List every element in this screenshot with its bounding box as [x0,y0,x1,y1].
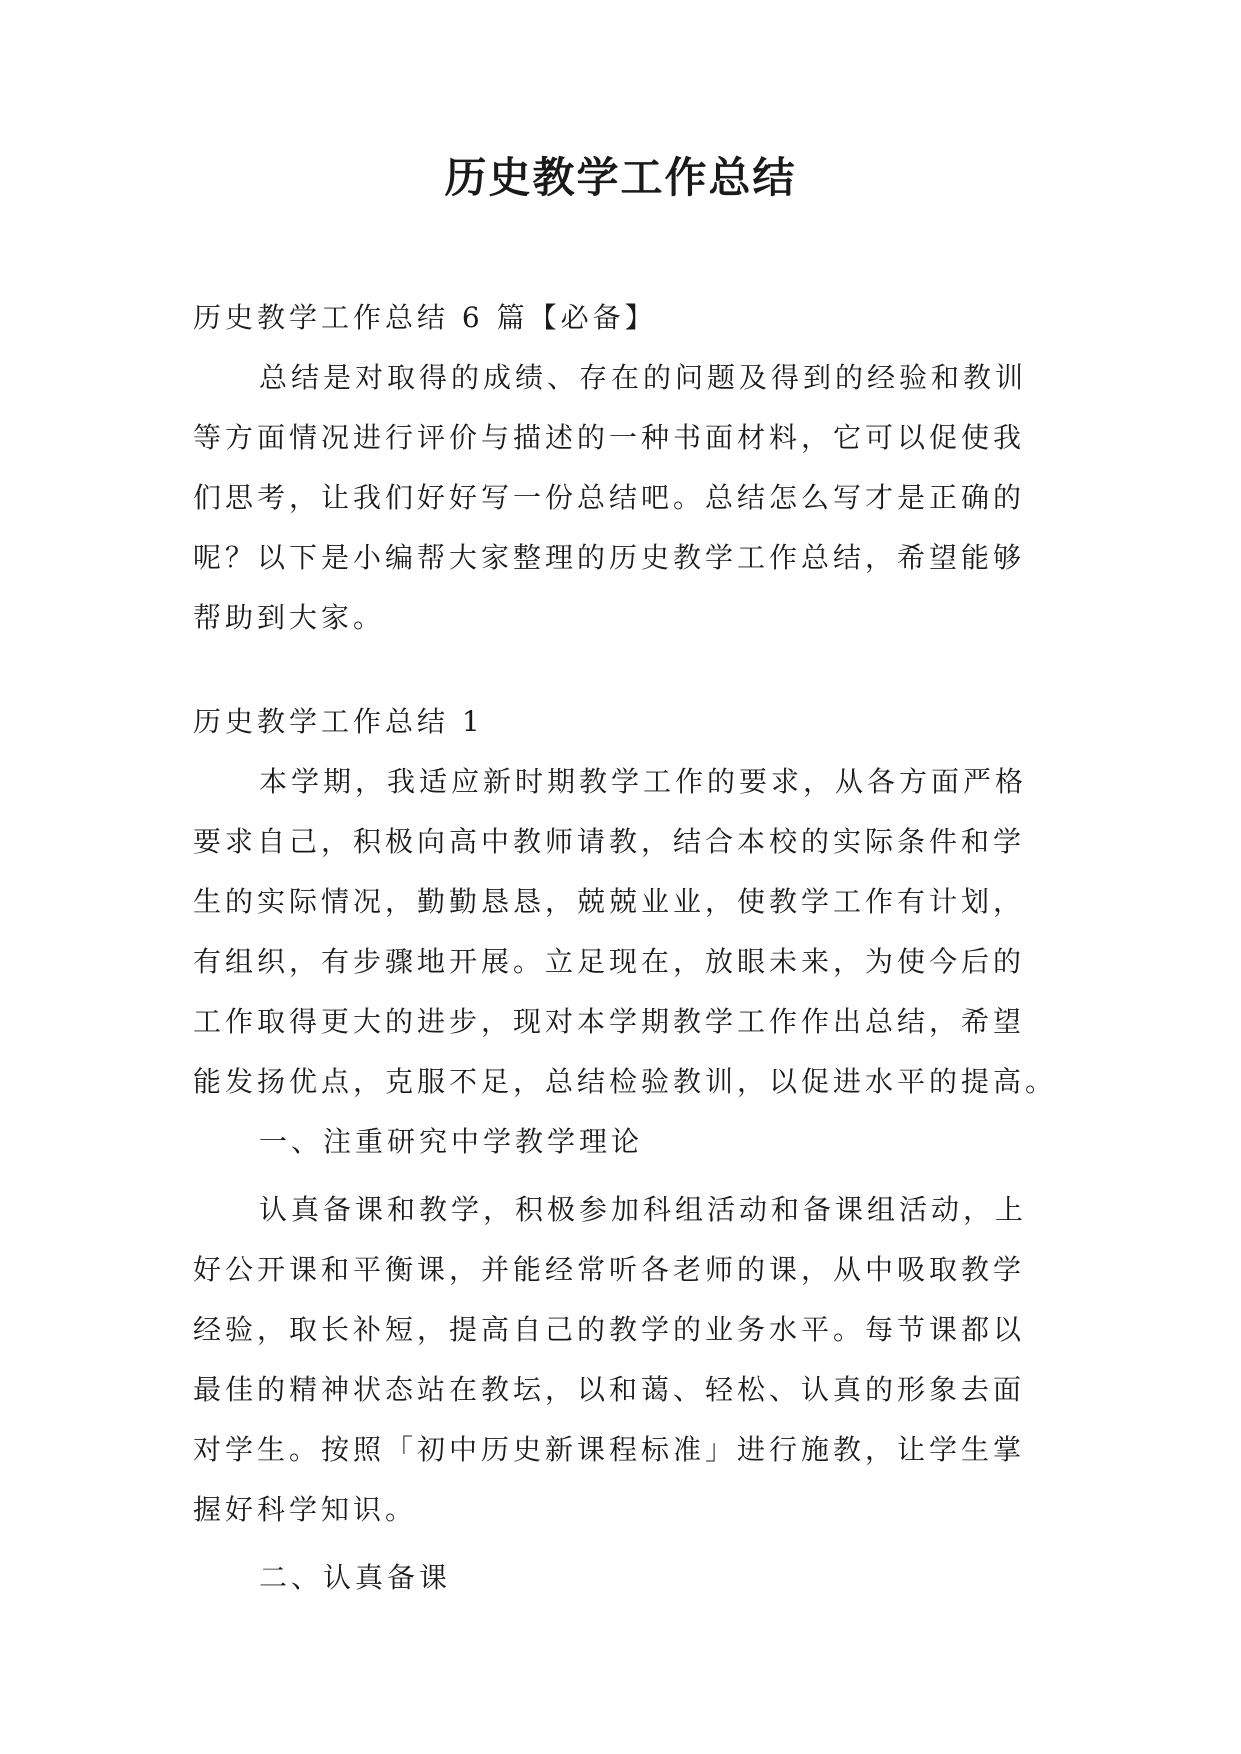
section1-line: 本学期，我适应新时期教学工作的要求，从各方面严格 [259,765,1028,798]
point1-line: 认真备课和教学，积极参加科组活动和备课组活动，上 [259,1193,1028,1226]
point2-heading: 二、认真备课 [259,1561,452,1594]
section1-line: 要求自己，积极向高中教师请教，结合本校的实际条件和学 [193,825,1026,858]
point1-line: 对学生。按照「初中历史新课程标准」进行施教，让学生掌 [193,1433,1026,1466]
point1-heading: 一、注重研究中学教学理论 [259,1125,644,1158]
intro-line: 总结是对取得的成绩、存在的问题及得到的经验和教训 [259,361,1028,394]
point1-line: 经验，取长补短，提高自己的教学的业务水平。每节课都以 [193,1313,1026,1346]
document-body [193,288,1063,1608]
intro-paragraph [193,348,1063,648]
section1-line: 能发扬优点，克服不足，总结检验教训，以促进水平的提高。 [193,1065,1058,1098]
point-spacer [193,1540,1063,1548]
point1-line: 最佳的精神状态站在教坛，以和蔼、轻松、认真的形象去面 [193,1373,1026,1406]
point-spacer [193,1172,1063,1180]
section1-paragraph [193,752,1063,1112]
section1-line: 有组织，有步骤地开展。立足现在，放眼未来，为使今后的 [193,945,1026,978]
section-spacer [193,648,1063,692]
document-title: 历史教学工作总结 [444,153,797,202]
subtitle: 历史教学工作总结 6 篇【必备】 [193,301,657,334]
intro-line: 们思考，让我们好好写一份总结吧。总结怎么写才是正确的 [193,481,1026,514]
section1-line: 工作取得更大的进步，现对本学期教学工作作出总结，希望 [193,1005,1026,1038]
intro-line: 帮助到大家。 [193,601,386,634]
point1-line: 握好科学知识。 [193,1493,418,1526]
section1-line: 生的实际情况，勤勤恳恳，兢兢业业，使教学工作有计划， [193,885,1026,918]
intro-line: 等方面情况进行评价与描述的一种书面材料，它可以促使我 [193,421,1026,454]
point1-line: 好公开课和平衡课，并能经常听各老师的课，从中吸取教学 [193,1253,1026,1286]
intro-line: 呢？以下是小编帮大家整理的历史教学工作总结，希望能够 [193,541,1026,574]
point1-paragraph [193,1180,1063,1540]
section1-heading: 历史教学工作总结 1 [193,705,484,738]
